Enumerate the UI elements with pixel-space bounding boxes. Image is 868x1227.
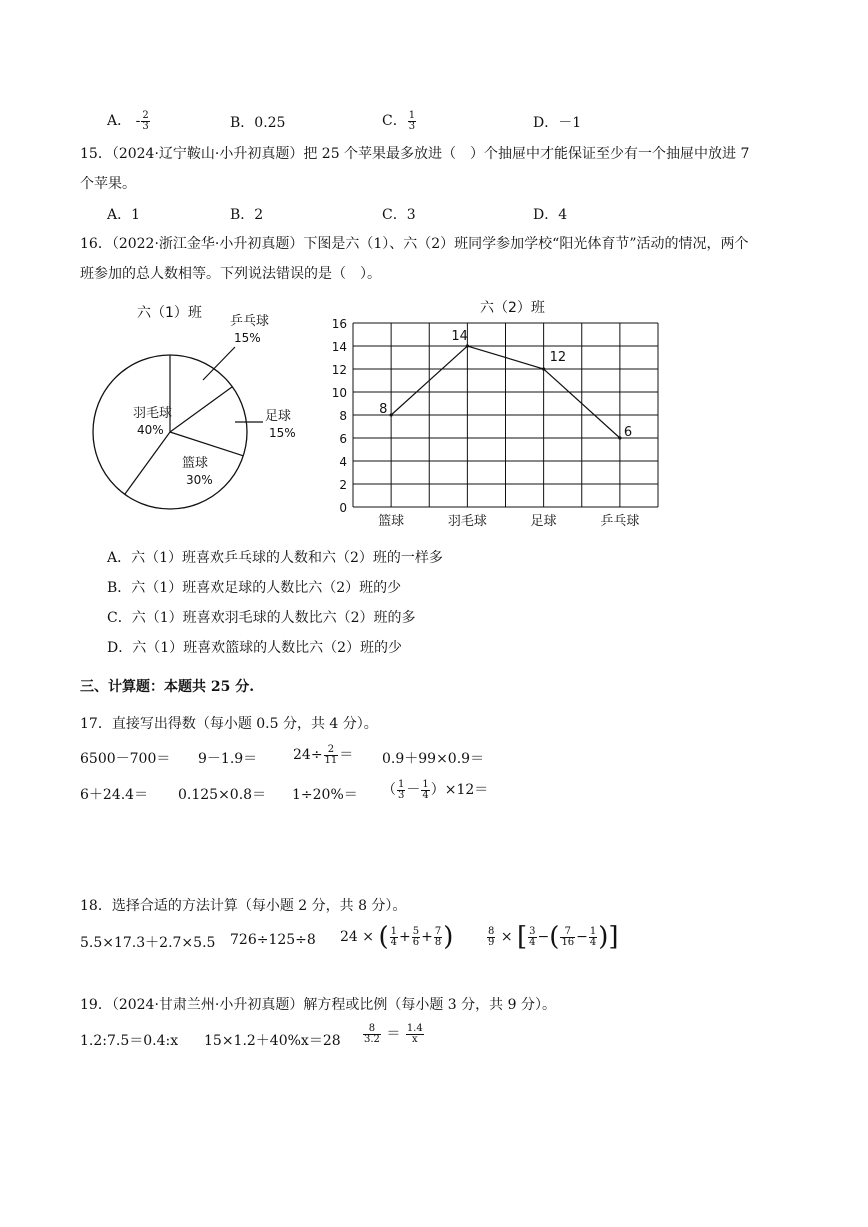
q17-expr-3: 24÷ $\frac{2}{11}$ ＝ — [293, 743, 354, 766]
y-tick-label: 8 — [339, 409, 347, 423]
q15-stem-line1: 15．（2024·辽宁鞍山·小升初真题）把 25 个苹果最多放进（ ）个抽屉中才能保证至少有一个抽屉中放进 7 — [80, 146, 750, 162]
pie-chart-title: 六（1）班 — [137, 305, 202, 321]
fraction: $\frac{3}{4}$ — [529, 925, 536, 948]
pie-value-足球: 15% — [269, 426, 296, 440]
fraction: $\frac{1}{3}$ — [398, 778, 405, 801]
q19-expr-1: 1.2:7.5＝0.4:x — [80, 1033, 179, 1049]
pie-chart-class-6-1 — [85, 295, 296, 505]
q18-expr-3: 24 × ( $\frac{1}{4}$ + $\frac{5}{6}$ + $\frac{7}{8}$ ) — [340, 922, 454, 952]
q15-option-b: B．2 — [230, 207, 264, 223]
data-label: 12 — [549, 350, 567, 365]
q15-stem-line2: 个苹果。 — [80, 176, 136, 192]
q14-option-d: D．－1 — [533, 115, 582, 131]
pie-label-乒乓球: 乒乓球 — [230, 314, 270, 329]
fraction: $\frac{7}{16}$ — [561, 925, 575, 948]
pie-label-篮球: 篮球 — [182, 456, 209, 471]
q16-stem-line1: 16．（2022·浙江金华·小升初真题）下图是六（1）、六（2）班同学参加学校“阳光体育节”活动的情况，两个 — [80, 236, 749, 252]
pie-value-篮球: 30% — [186, 473, 213, 487]
q17-expr-5: 6＋24.4＝ — [80, 787, 149, 803]
q17-expr-2: 9－1.9＝ — [198, 751, 258, 767]
fraction: $\frac{1}{4}$ — [422, 778, 429, 801]
q16-option-b: B．六（1）班喜欢足球的人数比六（2）班的少 — [107, 580, 402, 596]
fraction: $\frac{2}{3}$ — [142, 109, 149, 132]
q18-expr-4: $\frac{8}{9}$ × [ $\frac{3}{4}$ −( $\frac{7}{16}$ − $\frac{1}{4}$ )] — [488, 922, 619, 952]
data-label: 6 — [623, 425, 633, 440]
fraction: $\frac{5}{6}$ — [412, 925, 420, 948]
q17-expr-4: 0.9＋99×0.9＝ — [382, 751, 485, 767]
line-chart-class-6-2 — [320, 295, 670, 535]
y-tick-label: 12 — [331, 363, 347, 377]
q15-option-d: D．4 — [533, 207, 568, 223]
q19-expr-3: $\frac{8}{3.2}$ ＝ $\frac{1.4}{x}$ — [364, 1022, 423, 1045]
fraction: $\frac{1.4}{x}$ — [406, 1022, 423, 1045]
x-tick-labels — [378, 513, 639, 529]
fraction: $\frac{2}{11}$ — [324, 743, 338, 766]
chart-grid — [353, 323, 658, 507]
q18-title: 18．选择合适的方法计算（每小题 2 分，共 8 分）。 — [80, 898, 407, 914]
q18-expr-1: 5.5×17.3＋2.7×5.5 — [80, 935, 216, 951]
data-label: 8 — [379, 402, 388, 417]
y-tick-label: 16 — [331, 317, 347, 331]
pie-value-羽毛球: 40% — [137, 423, 164, 437]
y-tick-label: 2 — [339, 478, 347, 492]
data-point — [390, 413, 393, 416]
x-tick-label: 足球 — [530, 514, 557, 529]
x-tick-label: 乒乓球 — [600, 514, 640, 529]
data-point — [466, 344, 469, 347]
q14-option-c: C． $\frac{1}{3}$ — [382, 109, 416, 132]
line-chart-title: 六（2）班 — [480, 300, 545, 316]
fraction: $\frac{1}{4}$ — [589, 925, 597, 948]
q17-expr-1: 6500－700＝ — [80, 751, 171, 767]
q15-option-c: C．3 — [382, 207, 416, 223]
pie-label-羽毛球: 羽毛球 — [133, 406, 173, 421]
q19-title: 19．（2024·甘肃兰州·小升初真题）解方程或比例（每小题 3 分，共 9 分）。 — [80, 997, 556, 1013]
fraction: $\frac{7}{8}$ — [434, 925, 442, 948]
q17-title: 17．直接写出得数（每小题 0.5 分，共 4 分）。 — [80, 716, 378, 732]
data-point — [618, 436, 621, 439]
data-point — [542, 367, 545, 370]
q16-option-d: D．六（1）班喜欢篮球的人数比六（2）班的少 — [107, 640, 403, 656]
y-tick-label: 6 — [339, 432, 347, 446]
fraction: $\frac{1}{3}$ — [408, 109, 416, 132]
y-tick-label: 14 — [331, 340, 347, 354]
q17-expr-8: （ $\frac{1}{3}$ － $\frac{1}{4}$ ）×12＝ — [382, 778, 489, 801]
q18-expr-2: 726÷125÷8 — [230, 932, 316, 948]
q19-expr-2: 15×1.2＋40%x＝28 — [204, 1033, 341, 1049]
y-tick-label: 4 — [339, 455, 347, 469]
fraction: $\frac{8}{3.2}$ — [364, 1022, 380, 1045]
x-tick-label: 羽毛球 — [447, 514, 487, 529]
q14-option-b: B．0.25 — [230, 115, 286, 131]
q17-expr-7: 1÷20%＝ — [292, 787, 358, 803]
x-tick-label: 篮球 — [378, 514, 405, 529]
pie-label-足球: 足球 — [265, 409, 292, 424]
y-tick-labels — [332, 317, 347, 515]
q17-expr-6: 0.125×0.8＝ — [178, 787, 267, 803]
q16-stem-line2: 班参加的总人数相等。下列说法错误的是（ ）。 — [80, 266, 381, 282]
pie-slices — [93, 355, 247, 509]
y-tick-label: 10 — [331, 386, 347, 400]
fraction: $\frac{1}{4}$ — [390, 925, 397, 948]
y-tick-label: 0 — [339, 501, 347, 515]
section-title: 三、计算题：本题共 25 分. — [80, 679, 255, 695]
fraction: $\frac{8}{9}$ — [488, 925, 495, 948]
q15-option-a: A．1 — [107, 207, 141, 223]
pie-value-乒乓球: 15% — [234, 331, 261, 345]
data-label: 14 — [451, 329, 468, 344]
q16-option-c: C．六（1）班喜欢羽毛球的人数比六（2）班的多 — [107, 610, 416, 626]
q16-option-a: A．六（1）班喜欢乒乓球的人数和六（2）班的一样多 — [107, 550, 443, 566]
q14-option-a: A． - $\frac{2}{3}$ — [107, 109, 149, 132]
